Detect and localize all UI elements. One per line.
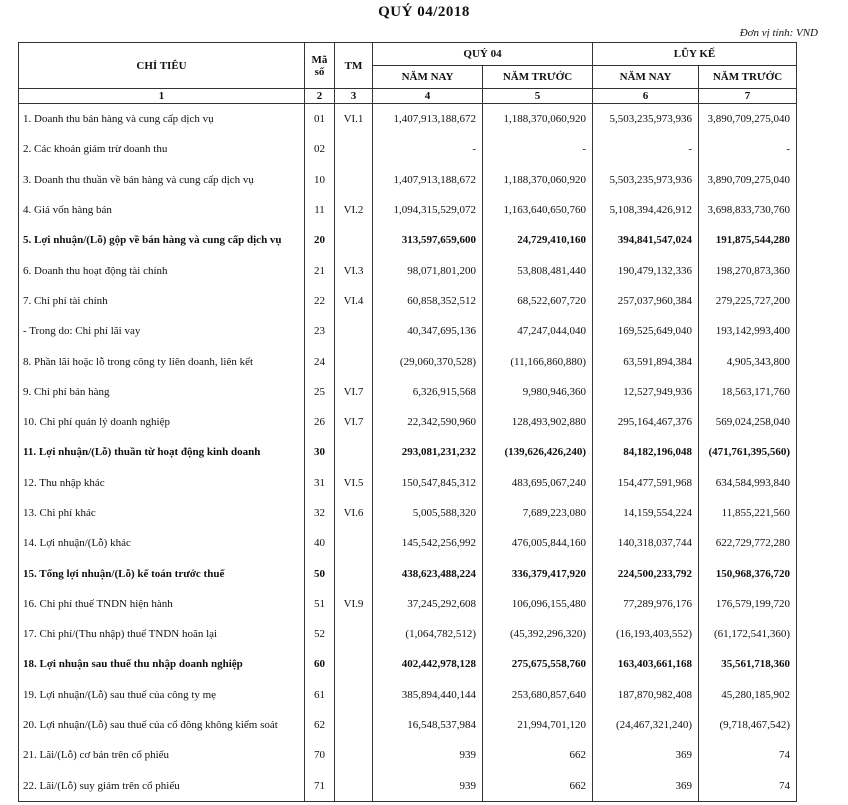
row-q-nam-nay: 1,094,315,529,072 — [373, 195, 483, 225]
row-lk-nam-nay: 369 — [593, 740, 699, 770]
row-lk-nam-nay: 187,870,982,408 — [593, 680, 699, 710]
row-label: 2. Các khoản giảm trừ doanh thu — [19, 134, 305, 164]
header-luy-ke: LŨY KẾ — [593, 43, 797, 66]
row-lk-nam-truoc: 4,905,343,800 — [699, 346, 797, 376]
row-code: 32 — [305, 498, 335, 528]
row-lk-nam-truoc: 45,280,185,902 — [699, 680, 797, 710]
row-lk-nam-nay: 77,289,976,176 — [593, 589, 699, 619]
row-q-nam-truoc: 7,689,223,080 — [483, 498, 593, 528]
row-code: 20 — [305, 225, 335, 255]
row-note: VI.9 — [335, 589, 373, 619]
row-code: 11 — [305, 195, 335, 225]
row-q-nam-nay: 22,342,590,960 — [373, 407, 483, 437]
row-note: VI.2 — [335, 195, 373, 225]
row-lk-nam-nay: - — [593, 134, 699, 164]
row-code: 52 — [305, 619, 335, 649]
table-row — [19, 649, 797, 679]
row-q-nam-nay: 16,548,537,984 — [373, 710, 483, 740]
row-note: VI.5 — [335, 468, 373, 498]
row-label: 5. Lợi nhuận/(Lỗ) gộp về bán hàng và cung cấp dịch vụ — [19, 225, 305, 255]
row-note: VI.7 — [335, 407, 373, 437]
currency-unit: Đơn vị tính: VND — [739, 27, 818, 39]
table-row — [19, 710, 797, 740]
row-q-nam-truoc: (45,392,296,320) — [483, 619, 593, 649]
row-lk-nam-truoc: 74 — [699, 771, 797, 802]
row-q-nam-truoc: 662 — [483, 740, 593, 770]
row-code: 40 — [305, 528, 335, 558]
table-row — [19, 165, 797, 195]
table-row — [19, 468, 797, 498]
row-lk-nam-nay: 63,591,894,384 — [593, 346, 699, 376]
row-code: 02 — [305, 134, 335, 164]
row-q-nam-truoc: 53,808,481,440 — [483, 255, 593, 285]
row-note: VI.3 — [335, 255, 373, 285]
row-q-nam-nay: 438,623,488,224 — [373, 558, 483, 588]
col-index: 1 — [19, 89, 305, 104]
row-q-nam-nay: 98,071,801,200 — [373, 255, 483, 285]
col-index: 5 — [483, 89, 593, 104]
table-row — [19, 134, 797, 164]
row-q-nam-nay: 293,081,231,232 — [373, 437, 483, 467]
row-note — [335, 619, 373, 649]
row-lk-nam-nay: 169,525,649,040 — [593, 316, 699, 346]
row-label: 18. Lợi nhuận sau thuế thu nhập doanh nghiệp — [19, 649, 305, 679]
table-row — [19, 104, 797, 135]
row-note — [335, 649, 373, 679]
row-note — [335, 134, 373, 164]
row-q-nam-nay: 939 — [373, 771, 483, 802]
row-code: 25 — [305, 377, 335, 407]
table-row — [19, 377, 797, 407]
row-code: 60 — [305, 649, 335, 679]
header-quy04: QUÝ 04 — [373, 43, 593, 66]
row-lk-nam-truoc: 3,890,709,275,040 — [699, 104, 797, 135]
row-lk-nam-truoc: 634,584,993,840 — [699, 468, 797, 498]
row-code: 51 — [305, 589, 335, 619]
header-q-nam-truoc: NĂM TRƯỚC — [483, 66, 593, 89]
row-lk-nam-truoc: 74 — [699, 740, 797, 770]
row-q-nam-truoc: 9,980,946,360 — [483, 377, 593, 407]
row-label: - Trong do: Chi phí lãi vay — [19, 316, 305, 346]
row-lk-nam-nay: 140,318,037,744 — [593, 528, 699, 558]
row-label: 12. Thu nhập khác — [19, 468, 305, 498]
row-lk-nam-nay: 257,037,960,384 — [593, 286, 699, 316]
row-q-nam-truoc: 275,675,558,760 — [483, 649, 593, 679]
table-row — [19, 498, 797, 528]
table-row — [19, 771, 797, 802]
col-index: 4 — [373, 89, 483, 104]
row-q-nam-truoc: 24,729,410,160 — [483, 225, 593, 255]
row-lk-nam-truoc: - — [699, 134, 797, 164]
table-row — [19, 589, 797, 619]
row-lk-nam-nay: 154,477,591,968 — [593, 468, 699, 498]
row-note — [335, 710, 373, 740]
row-note — [335, 771, 373, 802]
row-q-nam-nay: (1,064,782,512) — [373, 619, 483, 649]
row-code: 22 — [305, 286, 335, 316]
row-code: 23 — [305, 316, 335, 346]
row-q-nam-nay: 1,407,913,188,672 — [373, 104, 483, 135]
row-q-nam-truoc: 47,247,044,040 — [483, 316, 593, 346]
row-q-nam-nay: 40,347,695,136 — [373, 316, 483, 346]
row-label: 21. Lãi/(Lỗ) cơ bản trên cổ phiếu — [19, 740, 305, 770]
row-lk-nam-truoc: 176,579,199,720 — [699, 589, 797, 619]
row-q-nam-truoc: 1,163,640,650,760 — [483, 195, 593, 225]
row-lk-nam-nay: 369 — [593, 771, 699, 802]
row-note — [335, 680, 373, 710]
header-ma-so: Mã số — [305, 43, 335, 89]
row-label: 9. Chi phí bán hàng — [19, 377, 305, 407]
row-code: 31 — [305, 468, 335, 498]
row-q-nam-nay: 60,858,352,512 — [373, 286, 483, 316]
row-lk-nam-nay: 5,108,394,426,912 — [593, 195, 699, 225]
row-q-nam-truoc: 476,005,844,160 — [483, 528, 593, 558]
row-label: 8. Phần lãi hoặc lỗ trong công ty liên doanh, liên kết — [19, 346, 305, 376]
row-q-nam-truoc: 128,493,902,880 — [483, 407, 593, 437]
row-q-nam-nay: 313,597,659,600 — [373, 225, 483, 255]
row-label: 1. Doanh thu bán hàng và cung cấp dịch vụ — [19, 104, 305, 135]
row-code: 21 — [305, 255, 335, 285]
header-q-nam-nay: NĂM NAY — [373, 66, 483, 89]
row-note — [335, 225, 373, 255]
table-row — [19, 528, 797, 558]
row-code: 70 — [305, 740, 335, 770]
income-statement-table — [18, 42, 797, 802]
row-note: VI.4 — [335, 286, 373, 316]
row-lk-nam-truoc: 11,855,221,560 — [699, 498, 797, 528]
row-label: 7. Chi phí tài chính — [19, 286, 305, 316]
row-q-nam-nay: 5,005,588,320 — [373, 498, 483, 528]
row-q-nam-nay: 150,547,845,312 — [373, 468, 483, 498]
row-code: 50 — [305, 558, 335, 588]
row-q-nam-truoc: 21,994,701,120 — [483, 710, 593, 740]
row-lk-nam-nay: 5,503,235,973,936 — [593, 165, 699, 195]
row-q-nam-truoc: 336,379,417,920 — [483, 558, 593, 588]
table-row — [19, 346, 797, 376]
row-label: 19. Lợi nhuận/(Lỗ) sau thuế của công ty mẹ — [19, 680, 305, 710]
row-label: 15. Tổng lợi nhuận/(Lỗ) kế toán trước thuế — [19, 558, 305, 588]
row-code: 24 — [305, 346, 335, 376]
table-row — [19, 316, 797, 346]
table-row — [19, 619, 797, 649]
row-lk-nam-nay: 163,403,661,168 — [593, 649, 699, 679]
col-index: 2 — [305, 89, 335, 104]
row-q-nam-truoc: 106,096,155,480 — [483, 589, 593, 619]
row-note — [335, 740, 373, 770]
row-lk-nam-truoc: 150,968,376,720 — [699, 558, 797, 588]
table-row — [19, 407, 797, 437]
row-q-nam-truoc: 68,522,607,720 — [483, 286, 593, 316]
row-lk-nam-truoc: (61,172,541,360) — [699, 619, 797, 649]
header-lk-nam-truoc: NĂM TRƯỚC — [699, 66, 797, 89]
row-code: 30 — [305, 437, 335, 467]
row-lk-nam-nay: 84,182,196,048 — [593, 437, 699, 467]
row-label: 4. Giá vốn hàng bán — [19, 195, 305, 225]
row-code: 71 — [305, 771, 335, 802]
table-row — [19, 225, 797, 255]
row-q-nam-truoc: - — [483, 134, 593, 164]
row-note — [335, 316, 373, 346]
row-code: 62 — [305, 710, 335, 740]
row-q-nam-truoc: 253,680,857,640 — [483, 680, 593, 710]
row-q-nam-truoc: 662 — [483, 771, 593, 802]
row-q-nam-truoc: 1,188,370,060,920 — [483, 165, 593, 195]
header-tm: TM — [335, 43, 373, 89]
row-lk-nam-nay: 14,159,554,224 — [593, 498, 699, 528]
row-q-nam-nay: 6,326,915,568 — [373, 377, 483, 407]
row-label: 16. Chi phí thuế TNDN hiện hành — [19, 589, 305, 619]
row-label: 6. Doanh thu hoạt động tài chính — [19, 255, 305, 285]
row-code: 26 — [305, 407, 335, 437]
row-lk-nam-truoc: (471,761,395,560) — [699, 437, 797, 467]
row-note: VI.7 — [335, 377, 373, 407]
table-row — [19, 437, 797, 467]
row-note — [335, 558, 373, 588]
row-q-nam-truoc: (139,626,426,240) — [483, 437, 593, 467]
row-q-nam-nay: 385,894,440,144 — [373, 680, 483, 710]
row-note: VI.6 — [335, 498, 373, 528]
row-lk-nam-nay: 12,527,949,936 — [593, 377, 699, 407]
row-code: 01 — [305, 104, 335, 135]
row-q-nam-nay: 145,542,256,992 — [373, 528, 483, 558]
row-label: 11. Lợi nhuận/(Lỗ) thuần từ hoạt động kinh doanh — [19, 437, 305, 467]
row-lk-nam-nay: 394,841,547,024 — [593, 225, 699, 255]
row-lk-nam-nay: (24,467,321,240) — [593, 710, 699, 740]
row-label: 22. Lãi/(Lỗ) suy giảm trên cổ phiếu — [19, 771, 305, 802]
row-note — [335, 346, 373, 376]
row-lk-nam-nay: 190,479,132,336 — [593, 255, 699, 285]
row-label: 13. Chi phí khác — [19, 498, 305, 528]
header-lk-nam-nay: NĂM NAY — [593, 66, 699, 89]
col-index: 3 — [335, 89, 373, 104]
row-q-nam-truoc: (11,166,860,880) — [483, 346, 593, 376]
row-code: 61 — [305, 680, 335, 710]
row-label: 14. Lợi nhuận/(Lỗ) khác — [19, 528, 305, 558]
row-lk-nam-truoc: 35,561,718,360 — [699, 649, 797, 679]
row-q-nam-nay: - — [373, 134, 483, 164]
row-lk-nam-truoc: 279,225,727,200 — [699, 286, 797, 316]
row-code: 10 — [305, 165, 335, 195]
row-lk-nam-truoc: (9,718,467,542) — [699, 710, 797, 740]
row-lk-nam-nay: 224,500,233,792 — [593, 558, 699, 588]
row-lk-nam-truoc: 622,729,772,280 — [699, 528, 797, 558]
table-row — [19, 286, 797, 316]
table-row — [19, 255, 797, 285]
row-q-nam-nay: 939 — [373, 740, 483, 770]
header-chi-tieu: CHỈ TIÊU — [19, 43, 305, 89]
row-note — [335, 437, 373, 467]
row-label: 17. Chi phí/(Thu nhập) thuế TNDN hoãn lại — [19, 619, 305, 649]
table-row — [19, 558, 797, 588]
row-lk-nam-nay: 295,164,467,376 — [593, 407, 699, 437]
table-row — [19, 740, 797, 770]
row-q-nam-nay: 402,442,978,128 — [373, 649, 483, 679]
row-note — [335, 528, 373, 558]
row-lk-nam-truoc: 191,875,544,280 — [699, 225, 797, 255]
row-lk-nam-nay: (16,193,403,552) — [593, 619, 699, 649]
table-row — [19, 680, 797, 710]
row-label: 20. Lợi nhuận/(Lỗ) sau thuế của cổ đông không kiểm soát — [19, 710, 305, 740]
row-lk-nam-truoc: 3,890,709,275,040 — [699, 165, 797, 195]
col-index: 6 — [593, 89, 699, 104]
row-note — [335, 165, 373, 195]
row-q-nam-nay: 1,407,913,188,672 — [373, 165, 483, 195]
row-note: VI.1 — [335, 104, 373, 135]
row-lk-nam-truoc: 3,698,833,730,760 — [699, 195, 797, 225]
row-q-nam-truoc: 1,188,370,060,920 — [483, 104, 593, 135]
row-lk-nam-truoc: 18,563,171,760 — [699, 377, 797, 407]
row-q-nam-nay: 37,245,292,608 — [373, 589, 483, 619]
report-title: QUÝ 04/2018 — [378, 4, 470, 20]
row-label: 3. Doanh thu thuần về bán hàng và cung cấp dịch vụ — [19, 165, 305, 195]
table-body — [19, 104, 797, 802]
row-lk-nam-nay: 5,503,235,973,936 — [593, 104, 699, 135]
row-lk-nam-truoc: 193,142,993,400 — [699, 316, 797, 346]
col-index: 7 — [699, 89, 797, 104]
row-q-nam-truoc: 483,695,067,240 — [483, 468, 593, 498]
row-lk-nam-truoc: 198,270,873,360 — [699, 255, 797, 285]
table-row — [19, 195, 797, 225]
row-q-nam-nay: (29,060,370,528) — [373, 346, 483, 376]
row-label: 10. Chi phí quản lý doanh nghiệp — [19, 407, 305, 437]
row-lk-nam-truoc: 569,024,258,040 — [699, 407, 797, 437]
